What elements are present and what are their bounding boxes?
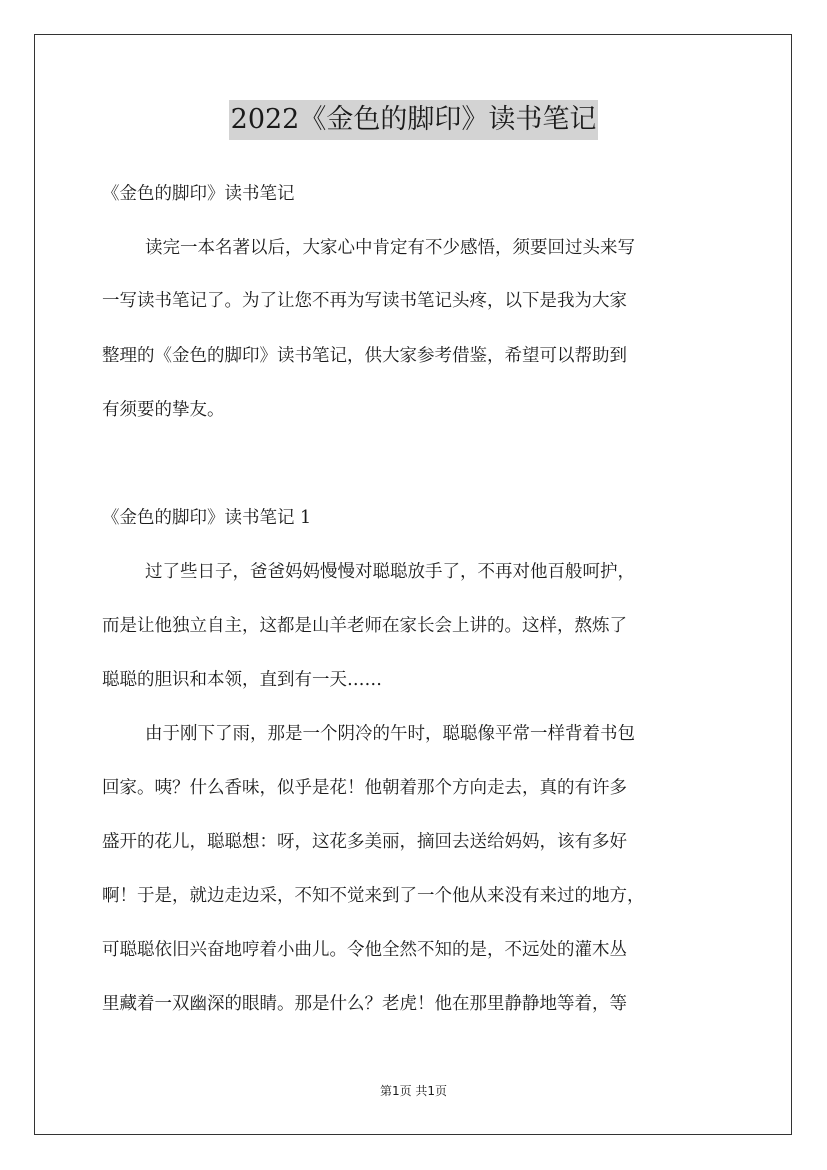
paragraph-line: 聪聪的胆识和本领，直到有一天…… xyxy=(102,670,382,690)
paragraph-line: 由于刚下了雨，那是一个阴冷的午时，聪聪像平常一样背着书包 xyxy=(145,724,635,744)
paragraph-line: 而是让他独立自主，这都是山羊老师在家长会上讲的。这样，熬炼了 xyxy=(102,616,627,636)
title-container xyxy=(0,100,827,140)
paragraph-line: 过了些日子，爸爸妈妈慢慢对聪聪放手了，不再对他百般呵护， xyxy=(145,562,635,582)
paragraph-line: 一写读书笔记了。为了让您不再为写读书笔记头疼，以下是我为大家 xyxy=(102,291,627,311)
page-footer: 第1页 共1页 xyxy=(379,1084,448,1098)
subtitle-line: 《金色的脚印》读书笔记 xyxy=(102,184,295,204)
document-title: 2022《金色的脚印》读书笔记 xyxy=(229,100,599,140)
paragraph-line: 啊！于是，就边走边采，不知不觉来到了一个他从来没有来过的地方， xyxy=(102,886,645,906)
paragraph-line: 有须要的挚友。 xyxy=(102,400,225,420)
section-heading: 《金色的脚印》读书笔记 1 xyxy=(102,508,312,528)
paragraph-line: 整理的《金色的脚印》读书笔记，供大家参考借鉴，希望可以帮助到 xyxy=(102,346,627,366)
paragraph-line: 盛开的花儿，聪聪想：呀，这花多美丽，摘回去送给妈妈，该有多好 xyxy=(102,832,627,852)
paragraph-line: 里藏着一双幽深的眼睛。那是什么？老虎！他在那里静静地等着，等 xyxy=(102,994,627,1014)
paragraph-line: 可聪聪依旧兴奋地哼着小曲儿。令他全然不知的是，不远处的灌木丛 xyxy=(102,940,627,960)
paragraph-line: 读完一本名著以后，大家心中肯定有不少感悟，须要回过头来写 xyxy=(145,238,635,258)
paragraph-line: 回家。咦？什么香味，似乎是花！他朝着那个方向走去，真的有许多 xyxy=(102,778,627,798)
